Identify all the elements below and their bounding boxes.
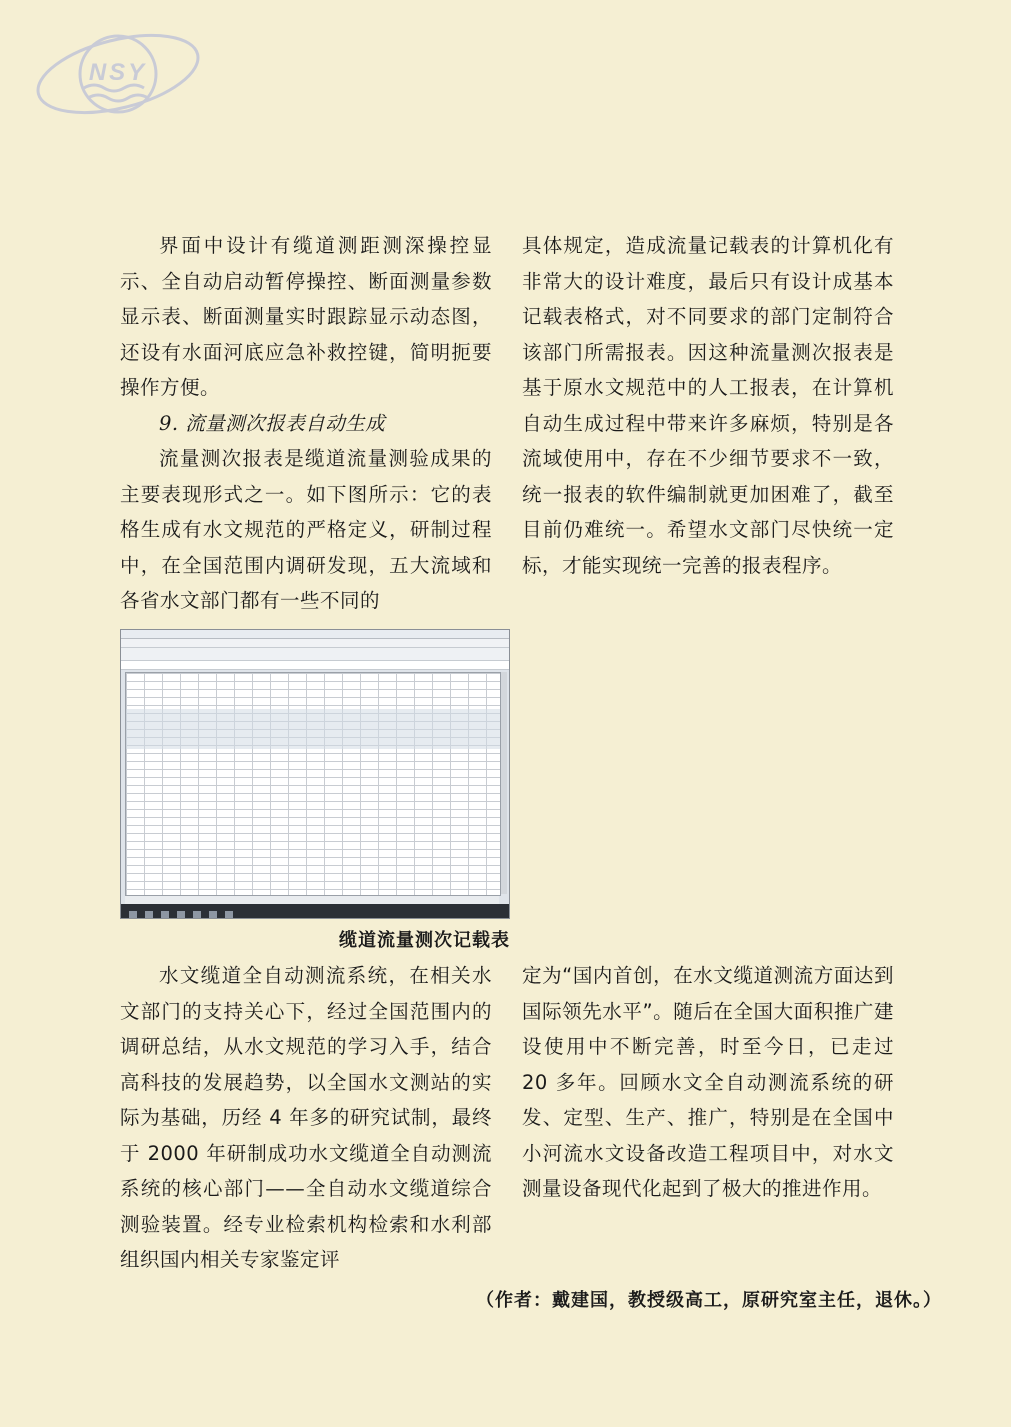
app-icon [225, 911, 233, 919]
app-icon [161, 911, 169, 919]
vertical-scrollbar [501, 672, 507, 894]
author-note: （作者：戴建国，教授级高工，原研究室主任，退休。） [476, 1290, 942, 1311]
app-icon [209, 911, 217, 919]
article-column-2 [522, 228, 894, 583]
article-column-4 [522, 958, 894, 1207]
logo-text: NSY [88, 59, 148, 86]
spreadsheet-grid [125, 672, 501, 896]
report-screenshot-image [120, 629, 510, 919]
paragraph: 流量测次报表是缆道流量测验成果的主要表现形式之一。如下图所示：它的表格生成有水文规范的严格定义，研制过程中，在全国范围内调研发现，五大流域和各省水文部门都有一些不同的 [120, 447, 492, 612]
start-icon [129, 911, 137, 919]
table-header-band [126, 709, 500, 749]
window-menubar [121, 639, 509, 648]
figure-caption: 缆道流量测次记载表 [339, 930, 510, 951]
os-taskbar [121, 904, 509, 918]
article-column-3 [120, 958, 492, 1278]
paragraph: 具体规定，造成流量记载表的计算机化有非常大的设计难度，最后只有设计成基本记载表格式，对不同要求的部门定制符合该部门所需报表。因这种流量测次报表是基于原水文规范中的人工报表，在计算机自动生成过程中带来许多麻烦，特别是各流域使用中，存在不少细节要求不一致，统一报表的软件编制就更加困难了，截至目前仍难统一。希望水文部门尽快统一定标，才能实现统一完善的报表程序。 [522, 234, 894, 577]
paragraph: 定为“国内首创，在水文缆道测流方面达到国际领先水平”。随后在全国大面积推广建设使用中不断完善，时至今日，已走过 20 多年。回顾水文全自动测流系统的研发、定型、生产、推广，特别是在全国中小河流水文设备改造工程项目中，对水文测量设备现代化起到了极大的推进作用。 [522, 964, 894, 1200]
window-titlebar [121, 630, 509, 639]
app-icon [177, 911, 185, 919]
formula-bar [121, 661, 509, 670]
paragraph: 界面中设计有缆道测距测深操控显示、全自动启动暂停操控、断面测量参数显示表、断面测量实时跟踪显示动态图，还设有水面河底应急补救控键，简明扼要操作方便。 [120, 234, 492, 399]
sheet-tabs [125, 896, 499, 904]
nsy-logo [28, 22, 208, 132]
article-column-1 [120, 228, 492, 619]
app-icon [193, 911, 201, 919]
search-icon [145, 911, 153, 919]
section-heading: 9. 流量测次报表自动生成 [159, 411, 386, 435]
window-toolbar [121, 648, 509, 661]
paragraph: 水文缆道全自动测流系统，在相关水文部门的支持关心下，经过全国范围内的调研总结，从水文规范的学习入手，结合高科技的发展趋势，以全国水文测站的实际为基础，历经 4 年多的研究试制，最终于 2000 年研制成功水文缆道全自动测流系统的核心部门——全自动水文缆道综合测验装置。经专业检索机构检索和水利部组织国内相关专家鉴定评 [120, 964, 492, 1271]
